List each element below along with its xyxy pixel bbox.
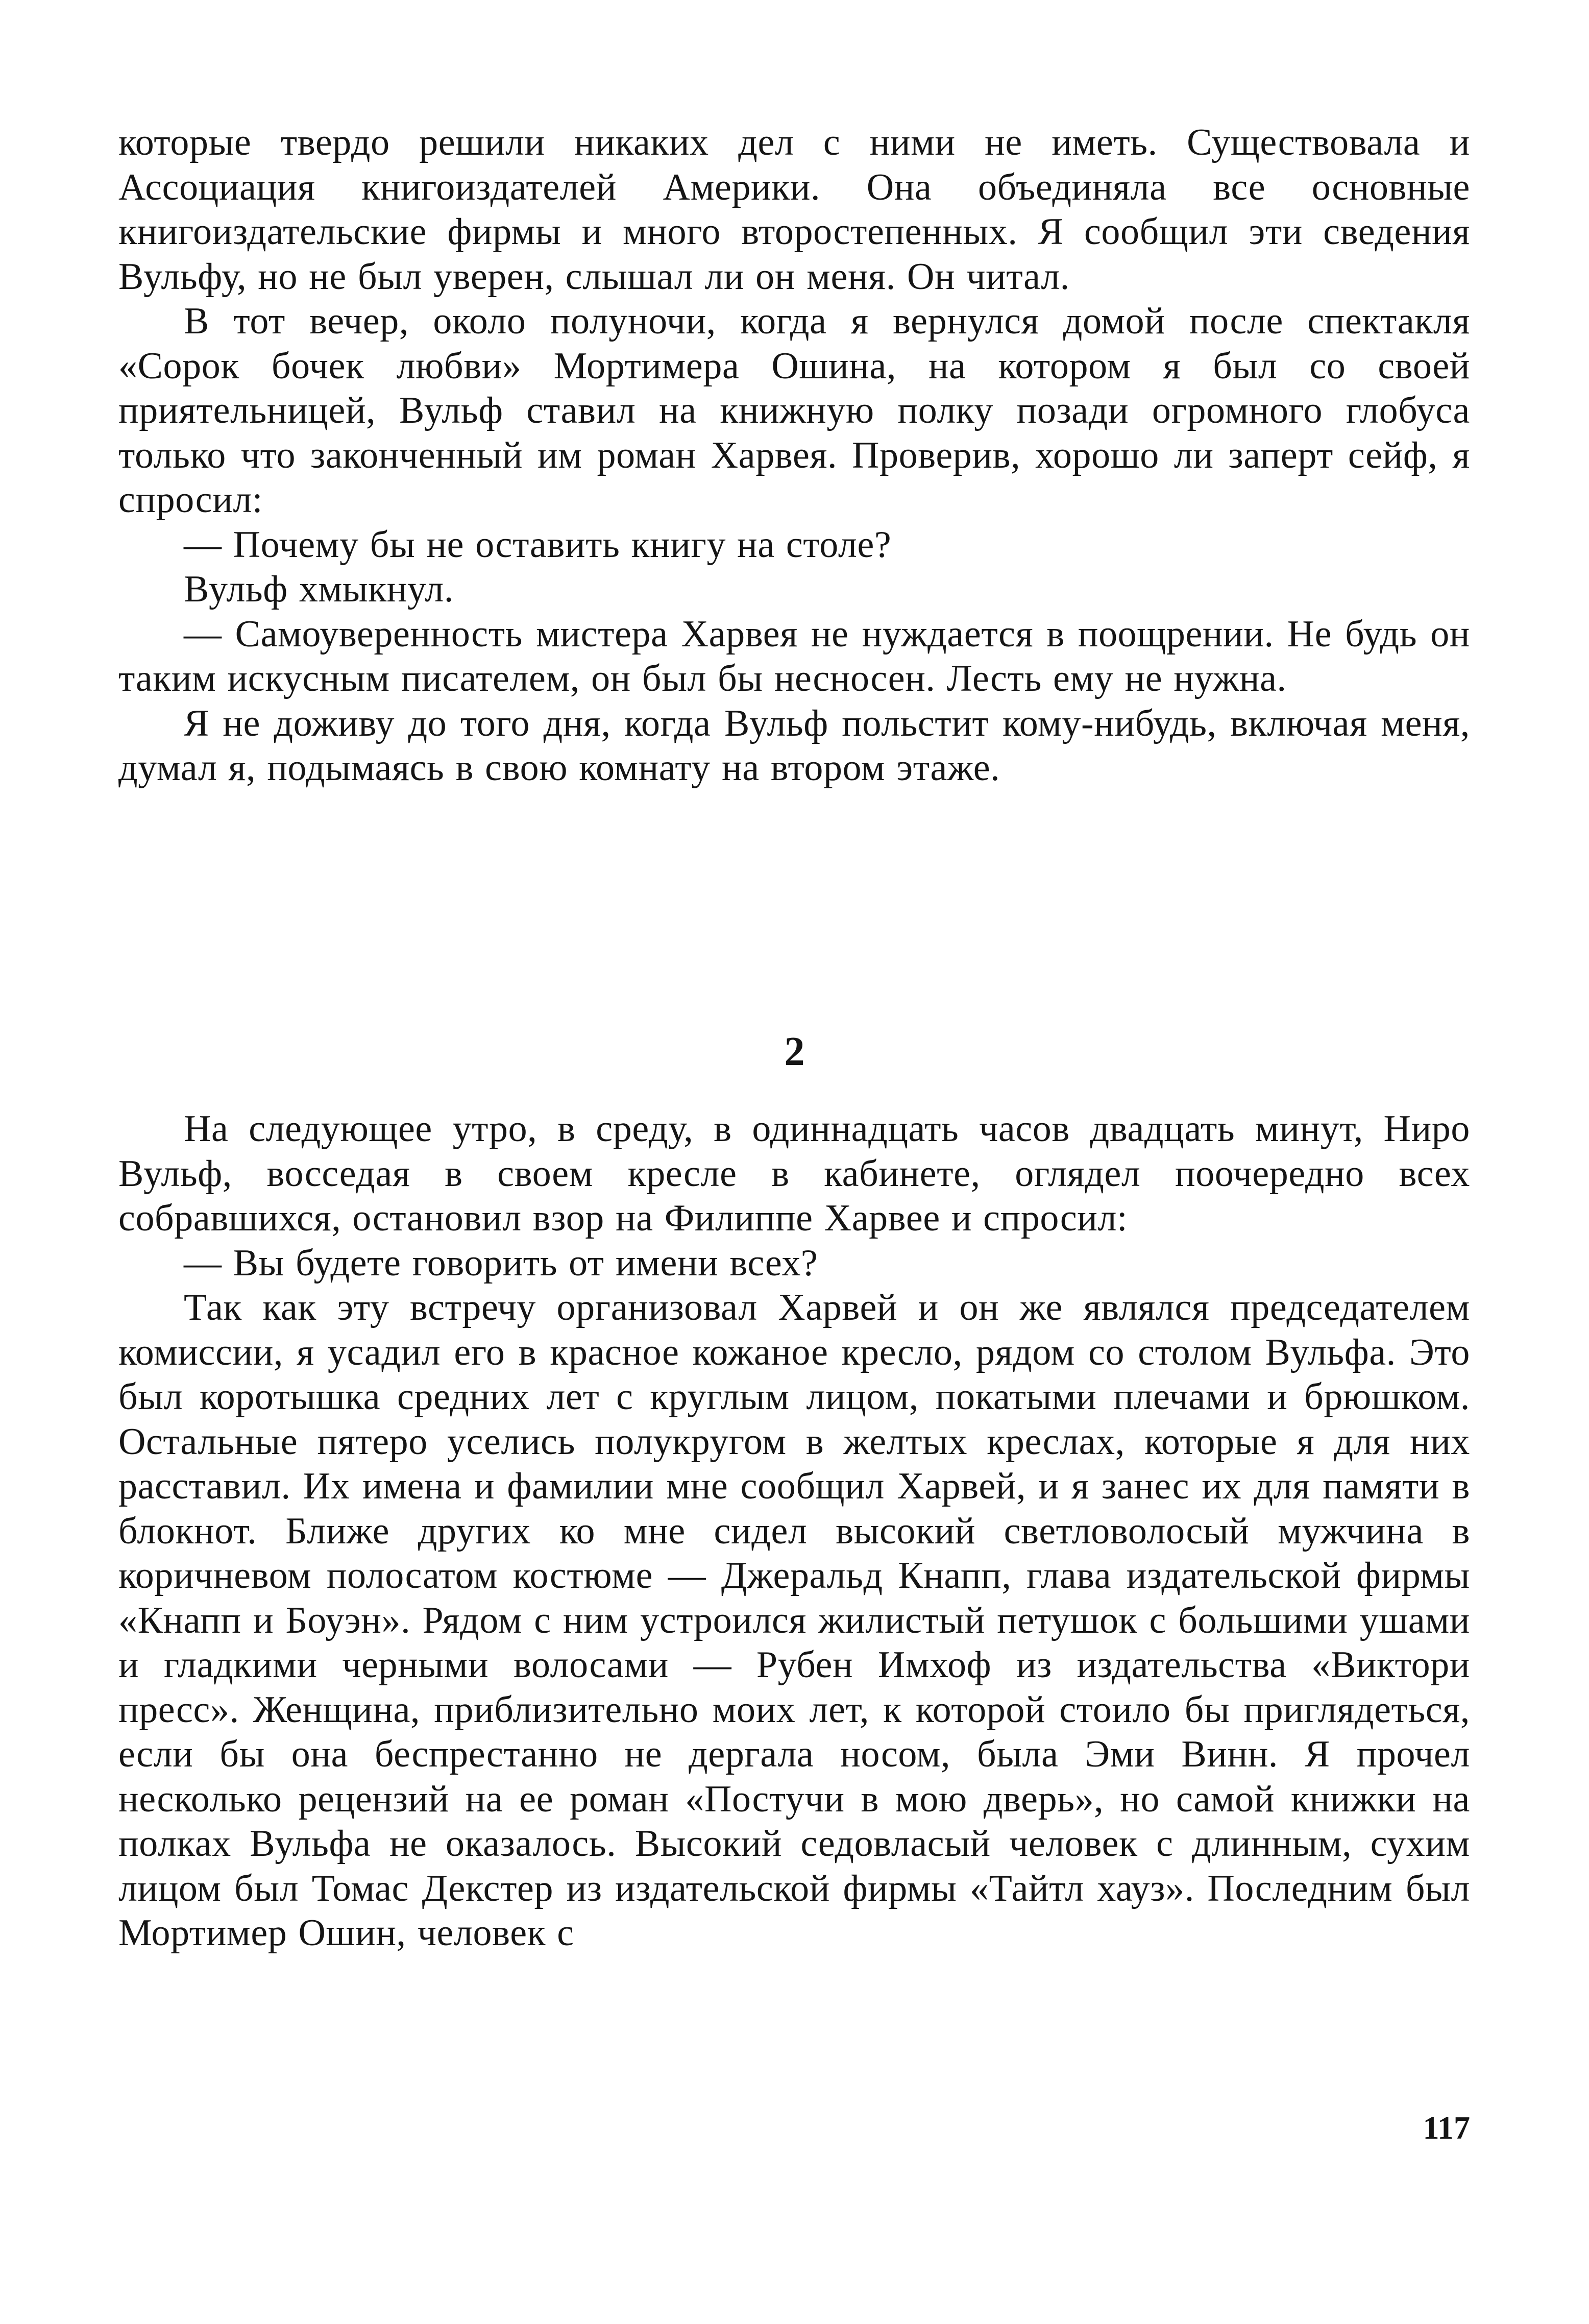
chapter-number: 2: [784, 1029, 805, 1074]
paragraph: В тот вечер, около полуночи, когда я вернулся домой после спектакля «Сорок бочек любви» Мортимера Ошина, на котором я был со своей приятельницей, Вульф ставил на книжную полку позади огромного глобуса только что законченный им роман Харвея. Проверив, хорошо ли заперт сейф, я спросил:: [118, 300, 1470, 521]
dialogue-line: — Почему бы не оставить книгу на столе?: [184, 523, 892, 566]
dialogue-line: — Самоуверенность мистера Харвея не нуждается в поощрении. Не будь он таким искусным писателем, он был бы несносен. Лесть ему не нужна.: [118, 613, 1470, 699]
paragraph: Я не доживу до того дня, когда Вульф польстит кому-нибудь, включая меня, думал я, подымаясь в свою комнату на втором этаже.: [118, 702, 1470, 789]
top-text-block: [118, 120, 1470, 791]
paragraph: Вульф хмыкнул.: [184, 568, 454, 610]
dialogue-line: — Вы будете говорить от имени всех?: [184, 1242, 818, 1284]
paragraph: Так как эту встречу организовал Харвей и он же являлся председателем комиссии, я усадил его в красное кожаное кресло, рядом со столом Вульфа. Это был коротышка средних лет с круглым лицом, покатыми плечами и брюшком. Остальные пятеро уселись полукругом в желтых креслах, которые я для них расставил. Их имена и фамилии мне сообщил Харвей, и я занес их для памяти в блокнот. Ближе других ко мне сидел высокий светловолосый мужчина в коричневом полосатом костюме — Джеральд Кнапп, глава издательской фирмы «Кнапп и Боуэн». Рядом с ним устроился жилистый петушок с большими ушами и гладкими черными волосами — Рубен Имхоф из издательства «Виктори пресс». Женщина, приблизительно моих лет, к которой стоило бы приглядеться, если бы она беспрестанно не дергала носом, была Эми Винн. Я прочел несколько рецензий на ее роман «Постучи в мою дверь», но самой книжки на полках Вульфа не оказалось. Высокий седовласый человек с длинным, сухим лицом был Томас Декстер из издательской фирмы «Тайтл хауз». Последним был Мортимер Ошин, человек с: [118, 1287, 1470, 1954]
paragraph: На следующее утро, в среду, в одиннадцать часов двадцать минут, Ниро Вульф, восседая в своем кресле в кабинете, оглядел поочередно всех собравшихся, остановил взор на Филиппе Харвее и спросил:: [118, 1108, 1470, 1239]
paragraph-continuation: которые твердо решили никаких дел с ними не иметь. Существовала и Ассоциация книгоиздателей Америки. Она объединяла все основные книгоиздательские фирмы и много второстепенных. Я сообщил эти сведения Вульфу, но не был уверен, слышал ли он меня. Он читал.: [118, 122, 1470, 298]
page-number: 117: [1423, 2110, 1470, 2146]
bottom-text-block: [118, 1107, 1470, 1956]
